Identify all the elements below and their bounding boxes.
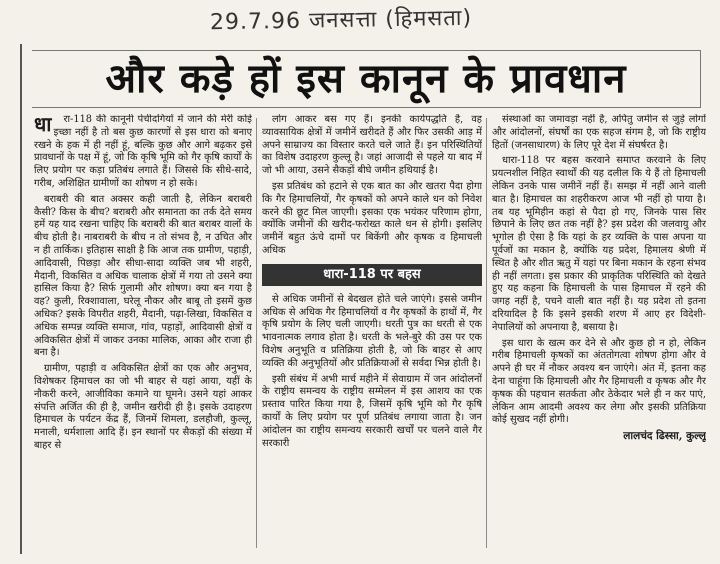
paragraph: इस धारा के खत्म कर देने से और कुछ हो न हो, लेकिन गरीब हिमाचली कृषकों का अंततोगत्वा शोषण होगा और वे अपने ही घर में नौकर अवश्य बन जाएंगे। अंत में, इतना कह देना चाहूंगा कि हिमाचली और गैर हिमाचली व कृषक और गैर कृषक की पहचान सतर्कता और ठेकेदार भले ही न कर पाएं, लेकिन आम आदमी अवश्य कर लेगा और इसकी प्रतिक्रिया कोई सुखद नहीं होगी। xyxy=(492,337,706,426)
article-column-2 xyxy=(262,114,482,554)
section-subheading: धारा-118 पर बहस xyxy=(262,264,482,286)
article-clip xyxy=(20,44,710,554)
paragraph: बराबरी की बात अक्सर कही जाती है, लेकिन बराबरी कैसी? किस के बीच? बराबरी और समानता का तर्क देते समय हमें यह याद रखना चाहिए कि बराबरी की बात बराबर वालों के बीच होती है। नाबराबरी के बीच न तो संभव है, न उचित और न ही तार्किक। इतिहास साक्षी है कि आज तक ग्रामीण, पहाड़ी, आदिवासी, पिछड़ा और सीधा-सादा व्यक्ति जब भी शहरी, मैदानी, विकसित व अधिक चालाक क्षेत्रों में गया तो उसने क्या हासिल किया है? सिर्फ गुलामी और शोषण। क्या बन गया है वह? कुली, रिक्शावाला, घरेलू नौकर और बाबू तो इसमें कुछ अधिक? इसके विपरीत शहरी, मैदानी, पढ़ा-लिखा, विकसित व अधिक सम्पन्न व्यक्ति समाज, गांव, पहाड़ों, आदिवासी क्षेत्रों व अविकसित क्षेत्रों में जाकर उनका मालिक, आका और राजा ही बना है। xyxy=(34,193,252,359)
article-headline: और कड़े हों इस कानून के प्रावधान xyxy=(32,50,701,108)
column-divider xyxy=(486,118,487,548)
paragraph: से अधिक जमीनों से बेदखल होते चले जाएंगे। इससे जमीन अधिक से अधिक गैर हिमाचलियों व गैर कृषकों के हाथों में, गैर कृषि प्रयोग के लिए चली जाएगी। धरती पुत्र का धरती से एक भावनात्मक लगाव होता है। धरती के भले-बुरे की उस पर एक विशेष अनुभूति व प्रतिक्रिया होती है, जो कि बाहर से आए व्यक्ति की अनुभूतियों और प्रतिक्रियाओं से सर्वदा भिन्न होती है। xyxy=(262,293,482,369)
handwritten-date-note: 29.7.96 जनसत्ता (हिमसता) xyxy=(209,5,473,36)
article-column-1 xyxy=(34,114,252,554)
author-byline: लालचंद ढिस्सा, कुल्लू xyxy=(623,430,706,443)
drop-cap: धा xyxy=(34,114,52,136)
paragraph: संस्थाओं का जमावड़ा नहीं है, अपितु जमीन से जुड़े लोगों और आंदोलनों, संघर्षों का एक सहज संगम है, जो कि राष्ट्रीय हितों (जनसाधारण) के लिए पूरे देश में संघर्षरत है। xyxy=(492,114,706,151)
paragraph: ग्रामीण, पहाड़ी व अविकसित क्षेत्रों का एक और अनुभव, विशेषकर हिमाचल का जो भी बाहर से यहां आया, यहीं के नौकरी करने, आजीविका कमाने या घूमने। उसने यहां आकर संपत्ति अर्जित की ही है, जमीन खरीदी ही है। इसके उदाहरण हिमाचल के पर्यटन केंद्र हैं, जिनमें शिमला, डलहौजी, कुल्लू, मनाली, धर्मशाला आदि हैं। इन स्थानों पर सैकड़ों की संख्या में बाहर से xyxy=(34,363,252,451)
paragraph: लोग आकर बस गए हैं। इनकी कार्यपद्धति है, वह व्यावसायिक क्षेत्रों में जमीनें खरीदते हैं और फिर उसकी आड़ में अपने साम्राज्य का विस्तार करते चले जाते हैं। इन परिस्थितियों का विशेष उदाहरण कुल्लू है। जहां आजादी से पहले या बाद में जो भी आया, उसने सैकड़ों बीघे जमीन हथियाई है। xyxy=(262,114,482,177)
paragraph: इस प्रतिबंध को हटाने से एक बात का और खतरा पैदा होगा कि गैर हिमाचलियों, गैर कृषकों को अपने काले धन को निवेश करने की छूट मिल जाएगी। इसका एक भयंकर परिणाम होगा, क्योंकि जमीनों की खरीद-फरोख्त काले धन से होगी। इसलिए जमीनें बहुत ऊंचे दामों पर बिकेंगी और कृषक व हिमाचली अधिक xyxy=(262,180,482,256)
column-divider xyxy=(256,118,257,548)
paragraph: धारा-118 पर बहस करवाने समाप्त करवाने के लिए प्रयत्नशील निहित स्वार्थों की यह दलील कि ये हैं तो हिमाचली लेकिन उनके पास जमीनें नहीं हैं। समझ में नहीं आने वाली बात है। हिमाचल का शहरीकरण आज भी नहीं हो पाया है। तब यह भूमिहीन कहां से पैदा हो गए, जिनके पास सिर छिपाने के लिए छत तक नहीं है? इस प्रदेश की जलवायु और भूगोल ही ऐसा है कि यहां के हर व्यक्ति के पास अपना या पूर्वजों का मकान है, क्योंकि यह प्रदेश, हिमालय श्रेणी में स्थित है और शीत ऋतु में यहां पर बिना मकान के रहना संभव ही नहीं लगता। इस प्रकार की प्राकृतिक परिस्थिति को देखते हुए यह कहना कि हिमाचली के पास हिमाचल में रहने की जगह नहीं है, पचने वाली बात नहीं है। यह प्रदेश तो इतना दरियादिल है कि इसने इसकी शरण में आए हर विदेशी-नेपालियों को अपनाया है, बसाया है। xyxy=(492,155,706,333)
article-column-3 xyxy=(492,114,706,554)
paragraph: धा रा-118 की कानूनी पेचीदगियों में जाने की मेरी कोई इच्छा नहीं है तो बस कुछ कारणों से इस धारा को बनाए रखने के हक में ही नहीं हूं, बल्कि कुछ और आगे बढ़कर इसे प्रावधानों के पक्ष में हूं, जो कि कृषि भूमि को गैर कृषि कार्यों के लिए प्रयोग पर कड़ा प्रतिबंध लगाते हैं। जिससे कि सीधे-सादे, गरीब, अशिक्षित ग्रामीणों का शोषण न हो सके। xyxy=(34,114,252,189)
paragraph: इसी संबंध में अभी मार्च महीने में सेवाग्राम में जन आंदोलनों के राष्ट्रीय समन्वय के राष्ट्रीय सम्मेलन में इस आशय का एक प्रस्ताव पारित किया गया है, जिसमें कृषि भूमि को गैर कृषि कार्यों के लिए प्रयोग पर पूर्ण प्रतिबंध लगाया जाता है। जन आंदोलन का राष्ट्रीय समन्वय सरकारी खर्चों पर चलने वाले गैर सरकारी xyxy=(262,373,482,449)
